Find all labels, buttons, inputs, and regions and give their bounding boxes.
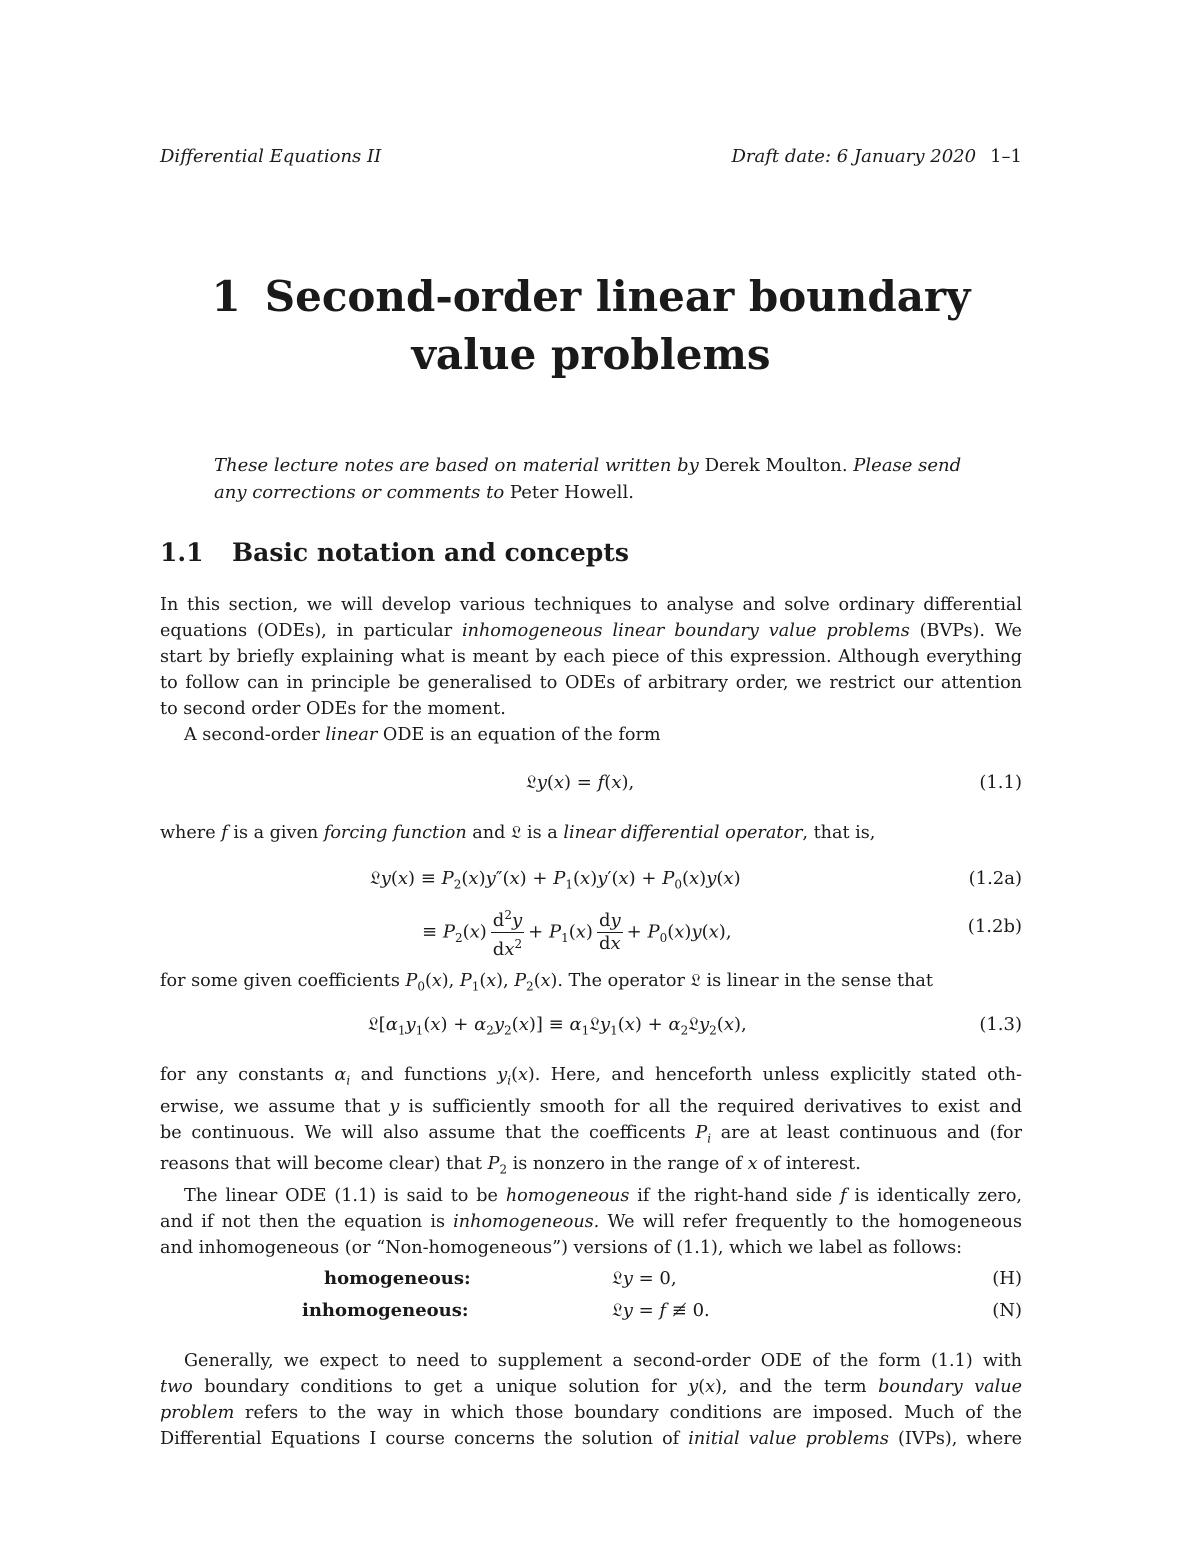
- para-text: (BVPs). We: [919, 621, 1022, 641]
- equation-1-2a: [160, 868, 1022, 902]
- para-text: , and the term: [721, 1377, 867, 1397]
- para-text: We will refer frequently to the homogeneous: [607, 1211, 1022, 1232]
- para-text: equations (ODEs), in particular: [160, 621, 453, 641]
- label-inhomogeneous: inhomogeneous:: [302, 1300, 469, 1321]
- para-text: is identically zero,: [854, 1185, 1023, 1206]
- emphasis-text: forcing function: [323, 823, 467, 843]
- paragraph-assumptions: [160, 1062, 1022, 1261]
- para-text: be continuous. We will also assume that the coefficents: [160, 1122, 686, 1143]
- chapter-number: 1: [211, 272, 241, 321]
- para-text: is sufficiently smooth for all the required derivatives to exist and: [408, 1096, 1022, 1117]
- equation-h: [160, 1268, 1022, 1302]
- para-text: Differential Equations I course concerns the solution of: [160, 1429, 680, 1449]
- para-line: [160, 1209, 1022, 1235]
- para-text: is a given: [233, 823, 319, 843]
- para-line: reasons that will become clear) that $P_2$ is nonzero in the range of x of interest.: [160, 1154, 861, 1177]
- emphasis-text: homogeneous: [505, 1185, 630, 1206]
- para-text: is a: [526, 823, 558, 843]
- emphasis-text: inhomogeneous linear boundary value problems: [462, 621, 910, 641]
- para-line: for any constants $\alpha_i$ and functions $y_i(x)$. Here, and henceforth unless explicitly stated oth-: [160, 1065, 1023, 1088]
- emphasis-text: linear differential operator: [563, 823, 803, 843]
- para-text: for some given coefficients: [160, 971, 400, 991]
- abstract-contact: Peter Howell.: [509, 482, 634, 503]
- para-text: A second-order: [184, 725, 320, 745]
- abstract-author: Derek Moulton.: [704, 455, 848, 476]
- para-text: are at least continuous and (for: [720, 1122, 1023, 1143]
- para-text: The linear ODE (1.1) is said to be: [184, 1185, 498, 1206]
- para-text: and: [472, 823, 506, 843]
- chapter-title-line1: Second-order linear boundary: [264, 272, 971, 321]
- equation-n: [160, 1300, 1022, 1334]
- emphasis-text: linear: [325, 725, 378, 745]
- equation-tag: (N): [992, 1300, 1022, 1321]
- para-text: ODE is an equation of the form: [382, 725, 661, 745]
- abstract-text-2: Please send: [853, 455, 962, 476]
- equation-body: 𝔏y(x) ≡ $P_2(x)y''(x) + P_1(x)y'(x) + P_0(x)y(x)$: [370, 868, 741, 892]
- para-text: is linear in the sense that: [706, 971, 933, 991]
- para-line: erwise, we assume that y is sufficiently smooth for all the required derivatives to exist and: [160, 1096, 1022, 1117]
- course-title: Differential Equations II: [160, 146, 382, 167]
- para-line: Generally, we expect to need to supplement a second-order ODE of the form (1.1) with: [184, 1351, 1022, 1371]
- paragraph-boundary: [160, 1348, 1022, 1452]
- equation-tag: (1.2b): [967, 916, 1022, 937]
- para-text: where: [160, 823, 216, 843]
- para-text: for any constants: [160, 1065, 324, 1085]
- chapter-title: [160, 268, 1022, 384]
- abstract-note: [214, 452, 994, 506]
- paragraph-coefficients: [160, 968, 1022, 1000]
- emphasis-text: boundary value: [878, 1377, 1023, 1397]
- paragraph-intro: [160, 592, 1022, 748]
- equation-body: ≡ $P_2(x)$ $\frac{d^2y}{dx^2}$ + $P_1(x)$ $\frac{dy}{dx}$ + $P_0(x)y(x)$,: [422, 904, 732, 961]
- para-line: be continuous. We will also assume that the coefficents $P_i$ are at least continuous and (for: [160, 1122, 1023, 1146]
- para-line: The linear ODE (1.1) is said to be homogeneous if the right-hand side f is identically zero,: [184, 1185, 1023, 1206]
- equation-body: 𝔏y = 0,: [612, 1268, 677, 1289]
- para-text: boundary conditions to get a unique solution for: [204, 1377, 677, 1397]
- label-homogeneous: homogeneous:: [324, 1268, 471, 1289]
- para-text: refers to the way in which those boundary conditions are imposed. Much of the: [245, 1403, 1022, 1423]
- abstract-text-3: any corrections or comments to: [214, 482, 505, 503]
- equation-tag: (1.3): [979, 1014, 1022, 1035]
- para-text: of interest.: [763, 1154, 861, 1175]
- section-title: Basic notation and concepts: [232, 538, 629, 567]
- para-text: , that is,: [802, 823, 876, 843]
- emphasis-text: problem: [160, 1403, 235, 1423]
- paragraph-operator: [160, 820, 1022, 846]
- emphasis-text: inhomogeneous.: [453, 1211, 600, 1232]
- equation-body: 𝔏y = f ≢ 0.: [612, 1300, 710, 1321]
- para-text: (IVPs), where: [897, 1429, 1023, 1449]
- para-text: if the right-hand side: [637, 1185, 833, 1206]
- draft-date: [731, 146, 1022, 167]
- para-line: to follow can in principle be generalised to ODEs of arbitrary order, we restrict our attention: [160, 673, 1022, 693]
- para-text: and functions: [360, 1065, 487, 1085]
- chapter-title-line2: value problems: [411, 330, 771, 379]
- page-number: 1–1: [990, 146, 1022, 167]
- para-line: to second order ODEs for the moment.: [160, 699, 506, 719]
- draft-date-text: Draft date: 6 January 2020: [731, 146, 977, 167]
- equation-body: 𝔏y(x) = f(x),: [526, 772, 635, 793]
- para-text: is nonzero in the range of: [512, 1154, 743, 1175]
- para-text: . Here, and henceforth unless explicitly stated oth-: [534, 1065, 1023, 1085]
- para-text: . The operator: [557, 971, 685, 991]
- para-line: start by briefly explaining what is meant by each piece of this expression. Although everything: [160, 647, 1022, 667]
- para-line: where f is a given forcing function and 𝔏 is a linear differential operator, that is,: [160, 823, 876, 843]
- para-text: and if not then the equation is: [160, 1211, 445, 1232]
- para-line: for some given coefficients $P_0(x)$, $P_1(x)$, $P_2(x)$. The operator 𝔏 is linear in the sense that: [160, 971, 933, 994]
- para-line: In this section, we will develop various techniques to analyse and solve ordinary differential: [160, 595, 1022, 615]
- emphasis-text: initial value problems: [688, 1429, 889, 1449]
- section-number: 1.1: [160, 538, 204, 567]
- para-line: [160, 722, 1022, 748]
- equation-1-2b: [160, 904, 1022, 960]
- para-text: reasons that will become clear) that: [160, 1154, 482, 1175]
- para-line: [160, 1400, 1022, 1426]
- para-line: [160, 618, 1022, 644]
- running-header: [160, 146, 1022, 174]
- equation-body: $𝔏[\alpha_1y_1(x) + \alpha_2y_2(x)]$ ≡ $\alpha_1𝔏y_1(x)$ + $\alpha_2𝔏y_2(x)$,: [368, 1014, 747, 1038]
- abstract-text-1: These lecture notes are based on material written by: [214, 455, 699, 476]
- equation-1-3: [160, 1014, 1022, 1048]
- para-line: and inhomogeneous (or “Non-homogeneous”) versions of (1.1), which we label as follows:: [160, 1237, 963, 1258]
- equation-tag: (1.1): [979, 772, 1022, 793]
- equation-tag: (1.2a): [968, 868, 1022, 889]
- para-line: two boundary conditions to get a unique solution for y(x), and the term boundary value: [160, 1377, 1023, 1397]
- equation-1-1: [160, 772, 1022, 806]
- equation-tag: (H): [992, 1268, 1022, 1289]
- emphasis-text: two: [160, 1377, 193, 1397]
- section-heading: [160, 538, 629, 567]
- para-text: erwise, we assume that: [160, 1096, 381, 1117]
- para-line: [160, 1426, 1022, 1452]
